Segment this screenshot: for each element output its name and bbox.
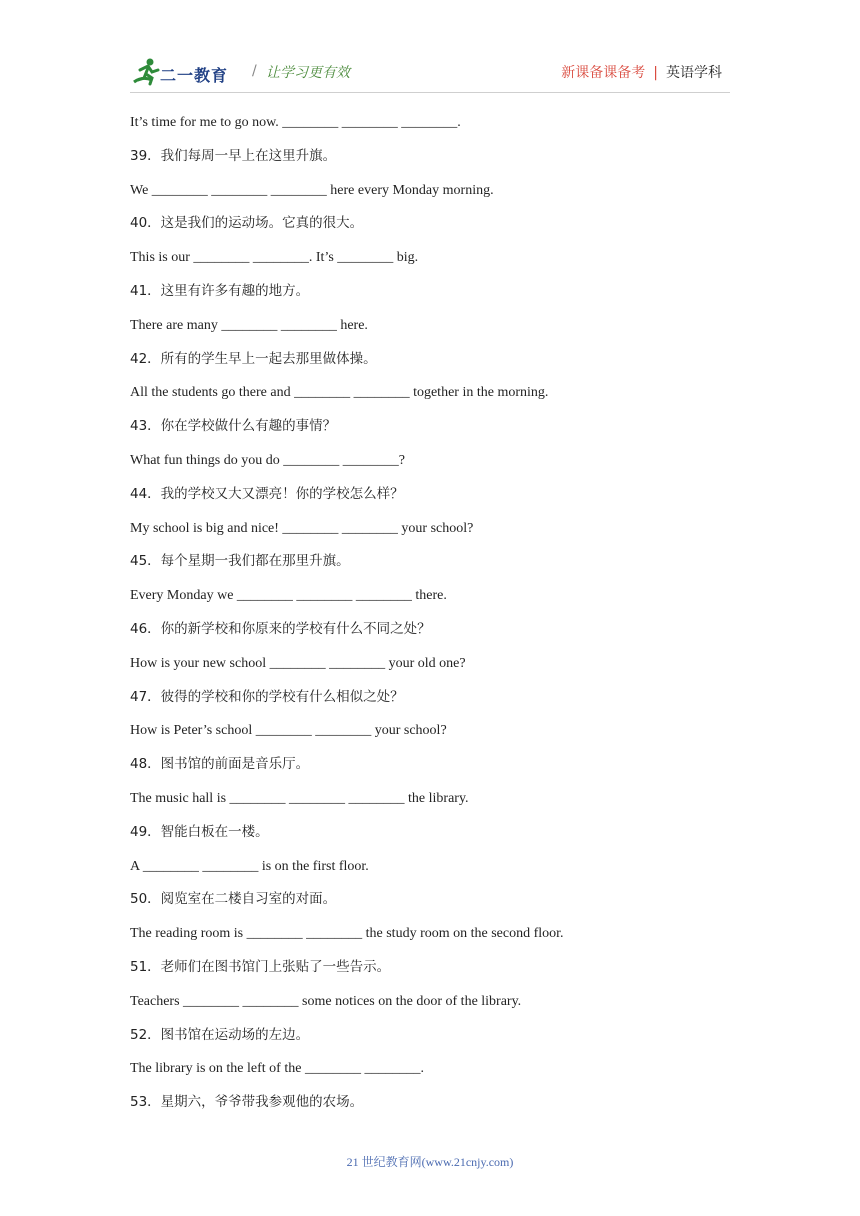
slogan: 让学习更有效 — [266, 65, 350, 81]
answer-sentence: We ________ ________ ________ here every Monday morning. — [130, 182, 494, 198]
question-prompt: 43．你在学校做什么有趣的事情？ — [130, 418, 337, 435]
question-prompt: 41．这里有许多有趣的地方。 — [130, 282, 310, 299]
question-prompt: 53．星期六，爷爷带我参观他的农场。 — [130, 1094, 364, 1111]
question-prompt: 51．老师们在图书馆门上张贴了一些告示。 — [130, 958, 391, 975]
question-prompt: 39．我们每周一早上在这里升旗。 — [130, 147, 337, 164]
header-subject: 英语学科 — [666, 65, 722, 81]
question-prompt: 52．图书馆在运动场的左边。 — [130, 1026, 310, 1043]
page-header — [130, 56, 730, 92]
answer-sentence: How is Peter’s school ________ ________ your school? — [130, 723, 447, 739]
answer-sentence: Every Monday we ________ ________ ________ there. — [130, 588, 447, 604]
answer-sentence: All the students go there and ________ ________ together in the morning. — [130, 385, 549, 401]
header-course-label: 新课备课备考 — [561, 65, 646, 81]
question-prompt: 46．你的新学校和你原来的学校有什么不同之处？ — [130, 620, 431, 637]
page-footer: 21 世纪教育网(www.21cnjy.com) — [346, 1155, 514, 1169]
exercise-list — [130, 106, 730, 1120]
answer-sentence: The library is on the left of the ________ ________. — [130, 1061, 424, 1077]
question-prompt: 50．阅览室在二楼自习室的对面。 — [130, 891, 337, 908]
answer-sentence: There are many ________ ________ here. — [130, 317, 368, 333]
question-prompt: 44．我的学校又大又漂亮！你的学校怎么样？ — [130, 485, 404, 502]
answer-sentence: This is our ________ ________. It’s ________ big. — [130, 250, 419, 266]
header-right — [561, 62, 722, 82]
answer-sentence: My school is big and nice! ________ ________ your school? — [130, 520, 474, 536]
answer-sentence: Teachers ________ ________ some notices on the door of the library. — [130, 993, 522, 1009]
answer-sentence: The music hall is ________ ________ ________ the library. — [130, 790, 469, 806]
answer-sentence: How is your new school ________ ________ your old one? — [130, 655, 466, 671]
slogan-separator: / — [252, 63, 257, 79]
answer-sentence: The reading room is ________ ________ the study room on the second floor. — [130, 926, 564, 942]
logo-text: 二一教育 — [160, 66, 229, 85]
question-prompt: 48．图书馆的前面是音乐厅。 — [130, 756, 310, 773]
question-prompt: 45．每个星期一我们都在那里升旗。 — [130, 553, 350, 570]
question-prompt: 42．所有的学生早上一起去那里做体操。 — [130, 350, 377, 367]
answer-sentence: It’s time for me to go now. ________ ________ ________. — [130, 115, 461, 130]
runner-logo-icon — [130, 56, 164, 90]
question-prompt: 47．彼得的学校和你的学校有什么相似之处？ — [130, 688, 404, 705]
answer-sentence: A ________ ________ is on the first floor. — [130, 858, 369, 874]
question-prompt: 40．这是我们的运动场。它真的很大。 — [130, 215, 364, 232]
header-divider — [130, 92, 730, 93]
logo — [130, 56, 240, 90]
answer-sentence: What fun things do you do ________ ________? — [130, 452, 405, 468]
question-prompt: 49．智能白板在一楼。 — [130, 823, 269, 840]
header-separator: | — [653, 65, 658, 81]
